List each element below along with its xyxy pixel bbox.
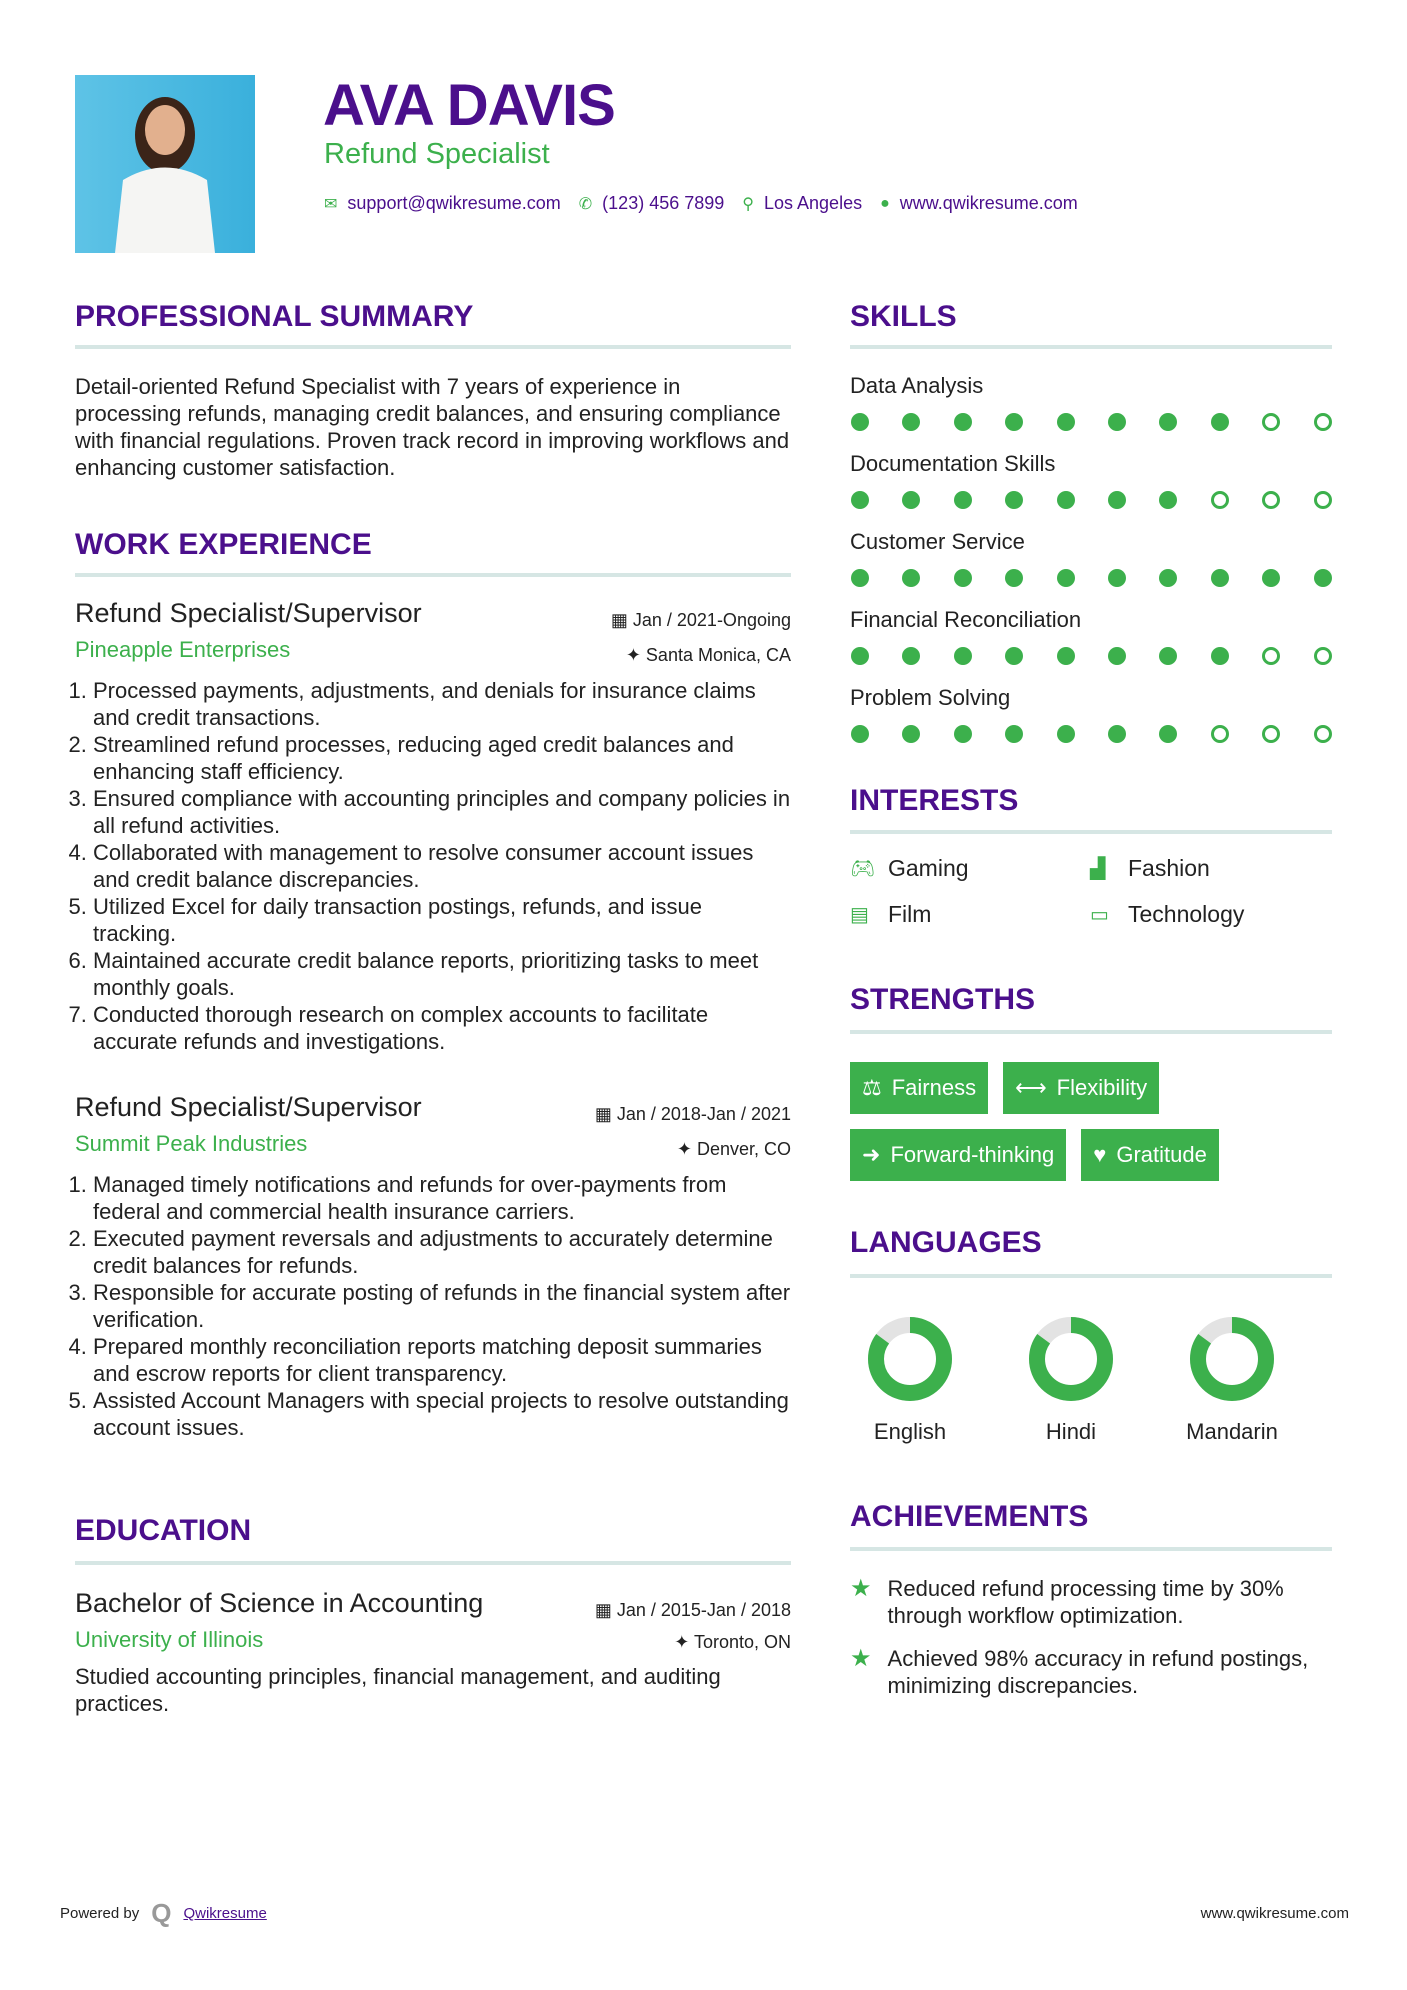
company-name: Pineapple Enterprises <box>75 637 291 662</box>
rating-dot <box>1005 491 1023 509</box>
rating-dot <box>1262 413 1280 431</box>
arrow-right-icon: ➜ <box>862 1142 881 1167</box>
rating-dot <box>851 413 869 431</box>
interest-label: Gaming <box>888 855 969 881</box>
rating-dot <box>1108 569 1126 587</box>
rating-dot <box>1314 413 1332 431</box>
divider <box>75 345 791 349</box>
dates-text: Jan / 2021-Ongoing <box>632 610 791 630</box>
interest-label: Technology <box>1128 901 1245 927</box>
rating-dot <box>1108 647 1126 665</box>
section-heading-skills: SKILLS <box>850 300 957 333</box>
language-item <box>1157 1314 1307 1445</box>
rating-dot <box>851 725 869 743</box>
skill-rating <box>850 413 1332 431</box>
achievement-item <box>850 1575 1332 1629</box>
rating-dot <box>1057 647 1075 665</box>
rating-dot <box>1005 569 1023 587</box>
list-item: 7. Conducted thorough research on complex accounts to facilitate accurate refunds and investigations. <box>93 1001 791 1055</box>
section-heading-education: EDUCATION <box>75 1514 252 1547</box>
achievement-text: Reduced refund processing time by 30% through workflow optimization. <box>887 1576 1284 1628</box>
job-bullets <box>75 1171 791 1441</box>
section-heading-achievements: ACHIEVEMENTS <box>850 1500 1089 1533</box>
skill-item <box>850 373 1332 431</box>
education-location <box>674 1632 791 1653</box>
footer-url[interactable]: www.qwikresume.com <box>1200 1905 1349 1922</box>
skills-list <box>850 373 1332 763</box>
candidate-name: AVA DAVIS <box>323 73 615 138</box>
strengths-row <box>850 1129 1219 1181</box>
pin-icon: ✦ <box>674 1632 694 1652</box>
gamepad-icon: 🎮︎ <box>850 858 876 880</box>
interest-item <box>850 901 931 928</box>
rating-dot <box>1211 569 1229 587</box>
job-dates <box>595 1104 791 1125</box>
section-heading-languages: LANGUAGES <box>850 1226 1042 1259</box>
laptop-icon: ▭ <box>1090 904 1109 926</box>
heart-icon: ♥ <box>1093 1142 1107 1167</box>
language-name: Mandarin <box>1186 1419 1278 1444</box>
section-heading-strengths: STRENGTHS <box>850 983 1036 1016</box>
divider <box>850 1274 1332 1278</box>
list-item: 1. Processed payments, adjustments, and denials for insurance claims and credit transactions. <box>93 677 791 731</box>
rating-dot <box>1314 491 1332 509</box>
skill-rating <box>850 725 1332 743</box>
rating-dot <box>1057 569 1075 587</box>
rating-dot <box>1108 413 1126 431</box>
rating-dot <box>954 725 972 743</box>
location-text: Santa Monica, CA <box>645 645 791 665</box>
rating-dot <box>1057 491 1075 509</box>
rating-dot <box>1314 569 1332 587</box>
email-link[interactable]: support@qwikresume.com <box>347 193 561 213</box>
skill-name: Documentation Skills <box>850 451 1056 476</box>
rating-dot <box>954 569 972 587</box>
education-entry <box>75 1588 791 1717</box>
section-heading-summary: PROFESSIONAL SUMMARY <box>75 300 474 333</box>
rating-dot <box>1211 413 1229 431</box>
rating-dot <box>1211 647 1229 665</box>
job-entry <box>75 598 791 1055</box>
divider <box>850 345 1332 349</box>
phone-icon: ✆ <box>578 195 593 213</box>
strength-label: Forward-thinking <box>890 1142 1055 1167</box>
rating-dot <box>1262 725 1280 743</box>
list-item: 2. Streamlined refund processes, reducing aged credit balances and enhancing staff efficiency. <box>93 731 791 785</box>
rating-dot <box>1262 491 1280 509</box>
school-name: University of Illinois <box>75 1627 264 1652</box>
rating-dot <box>1108 491 1126 509</box>
interest-label: Film <box>888 901 932 927</box>
list-item: 2. Executed payment reversals and adjustments to accurately determine credit balances for refunds. <box>93 1225 791 1279</box>
language-item <box>996 1314 1146 1445</box>
rating-dot <box>1211 491 1229 509</box>
list-item: 6. Maintained accurate credit balance reports, prioritizing tasks to meet monthly goals. <box>93 947 791 1001</box>
list-item: 5. Utilized Excel for daily transaction postings, refunds, and issue tracking. <box>93 893 791 947</box>
job-dates <box>611 610 791 631</box>
list-item: 5. Assisted Account Managers with special projects to resolve outstanding account issues. <box>93 1387 791 1441</box>
skill-item <box>850 451 1332 509</box>
qwikresume-logo-icon: Q <box>151 1898 172 1928</box>
language-ring <box>1187 1314 1277 1404</box>
language-ring <box>1026 1314 1116 1404</box>
job-title: Refund Specialist/Supervisor <box>75 1092 422 1122</box>
section-heading-interests: INTERESTS <box>850 784 1019 817</box>
shopping-bag-icon: ▟ <box>1090 858 1106 880</box>
rating-dot <box>1262 569 1280 587</box>
list-item: 3. Responsible for accurate posting of refunds in the financial system after verification. <box>93 1279 791 1333</box>
rating-dot <box>1005 413 1023 431</box>
rating-dot <box>1262 647 1280 665</box>
rating-dot <box>1108 725 1126 743</box>
location-text: Toronto, ON <box>693 1632 791 1652</box>
languages-list <box>835 1314 1307 1445</box>
skill-name: Data Analysis <box>850 373 984 398</box>
language-name: Hindi <box>1045 1419 1097 1444</box>
star-icon: ★ <box>850 1575 872 1602</box>
rating-dot <box>902 647 920 665</box>
language-name: English <box>873 1419 947 1444</box>
pin-icon: ✦ <box>676 1139 697 1159</box>
rating-dot <box>1159 569 1177 587</box>
strength-badge <box>850 1129 1066 1181</box>
achievement-text: Achieved 98% accuracy in refund postings, minimizing discrepancies. <box>887 1646 1309 1698</box>
rating-dot <box>1005 647 1023 665</box>
rating-dot <box>902 725 920 743</box>
map-marker-icon: ⚲ <box>742 195 754 213</box>
strength-badge <box>850 1062 988 1114</box>
job-bullets <box>75 677 791 1055</box>
rating-dot <box>902 413 920 431</box>
envelope-icon: ✉ <box>324 195 338 213</box>
strength-label: Fairness <box>891 1075 977 1100</box>
rating-dot <box>954 491 972 509</box>
rating-dot <box>954 413 972 431</box>
summary-text: Detail-oriented Refund Specialist with 7 years of experience in processing refunds, managing credit balances, and ensuring compliance with financial regulations. Proven track record in improving workflows and enhancing customer satisfaction. <box>75 374 790 480</box>
strength-label: Flexibility <box>1056 1075 1148 1100</box>
strengths-row <box>850 1062 1159 1114</box>
location-text: Los Angeles <box>764 193 863 213</box>
globe-icon: ● <box>880 194 890 212</box>
rating-dot <box>851 647 869 665</box>
contact-bar <box>324 193 1078 214</box>
education-dates <box>595 1600 791 1621</box>
list-item: 4. Collaborated with management to resolve consumer account issues and credit balance discrepancies. <box>93 839 791 893</box>
rating-dot <box>1159 725 1177 743</box>
dates-text: Jan / 2015-Jan / 2018 <box>616 1600 791 1620</box>
education-description: Studied accounting principles, financial management, and auditing practices. <box>75 1664 721 1716</box>
company-name: Summit Peak Industries <box>75 1131 308 1156</box>
skill-name: Customer Service <box>850 529 1025 554</box>
rating-dot <box>1211 725 1229 743</box>
job-location <box>626 645 791 666</box>
achievement-item <box>850 1645 1332 1699</box>
rating-dot <box>902 569 920 587</box>
strength-badge <box>1081 1129 1219 1181</box>
divider <box>850 830 1332 834</box>
rating-dot <box>1159 413 1177 431</box>
rating-dot <box>902 491 920 509</box>
strength-badge <box>1003 1062 1159 1114</box>
skill-rating <box>850 647 1332 665</box>
skill-item <box>850 685 1332 743</box>
section-heading-experience: WORK EXPERIENCE <box>75 528 372 561</box>
rating-dot <box>1057 725 1075 743</box>
rating-dot <box>1159 491 1177 509</box>
profile-photo <box>75 75 255 253</box>
location-text: Denver, CO <box>696 1139 791 1159</box>
interest-item <box>850 855 969 882</box>
phone-text: (123) 456 7899 <box>602 193 725 213</box>
pin-icon: ✦ <box>625 645 646 665</box>
skill-rating <box>850 569 1332 587</box>
skill-item <box>850 607 1332 665</box>
rating-dot <box>954 647 972 665</box>
rating-dot <box>1314 725 1332 743</box>
degree: Bachelor of Science in Accounting <box>75 1588 484 1618</box>
star-icon: ★ <box>850 1645 872 1672</box>
strength-label: Gratitude <box>1116 1142 1207 1167</box>
job-title: Refund Specialist/Supervisor <box>75 598 422 628</box>
language-item <box>835 1314 985 1445</box>
divider <box>850 1030 1332 1034</box>
divider <box>850 1547 1332 1551</box>
powered-by-text: Powered by <box>60 1905 140 1922</box>
interest-item <box>1090 901 1244 928</box>
skill-name: Problem Solving <box>850 685 1011 710</box>
list-item: 4. Prepared monthly reconciliation reports matching deposit summaries and escrow reports for client transparency. <box>93 1333 791 1387</box>
list-item: 1. Managed timely notifications and refunds for over-payments from federal and commercial health insurance carriers. <box>93 1171 791 1225</box>
job-location <box>677 1139 791 1160</box>
skill-name: Financial Reconciliation <box>850 607 1082 632</box>
calendar-icon: ▦ <box>610 610 633 630</box>
rating-dot <box>851 569 869 587</box>
language-ring <box>865 1314 955 1404</box>
calendar-icon: ▦ <box>594 1600 617 1620</box>
film-icon: ▤ <box>850 904 869 926</box>
balance-scale-icon: ⚖ <box>862 1075 882 1100</box>
interest-item <box>1090 855 1210 882</box>
rating-dot <box>1314 647 1332 665</box>
rating-dot <box>1057 413 1075 431</box>
dates-text: Jan / 2018-Jan / 2021 <box>616 1104 791 1124</box>
rating-dot <box>1159 647 1177 665</box>
divider <box>75 1561 791 1565</box>
arrows-h-icon: ⟷ <box>1015 1075 1047 1100</box>
skill-rating <box>850 491 1332 509</box>
job-entry <box>75 1092 791 1441</box>
interest-label: Fashion <box>1128 855 1210 881</box>
candidate-title: Refund Specialist <box>324 138 550 170</box>
rating-dot <box>1005 725 1023 743</box>
brand-link[interactable]: Qwikresume <box>183 1905 267 1922</box>
website-link[interactable]: www.qwikresume.com <box>899 193 1078 213</box>
list-item: 3. Ensured compliance with accounting principles and company policies in all refund activities. <box>93 785 791 839</box>
divider <box>75 573 791 577</box>
rating-dot <box>851 491 869 509</box>
calendar-icon: ▦ <box>594 1104 617 1124</box>
skill-item <box>850 529 1332 587</box>
footer-powered <box>60 1898 267 1929</box>
